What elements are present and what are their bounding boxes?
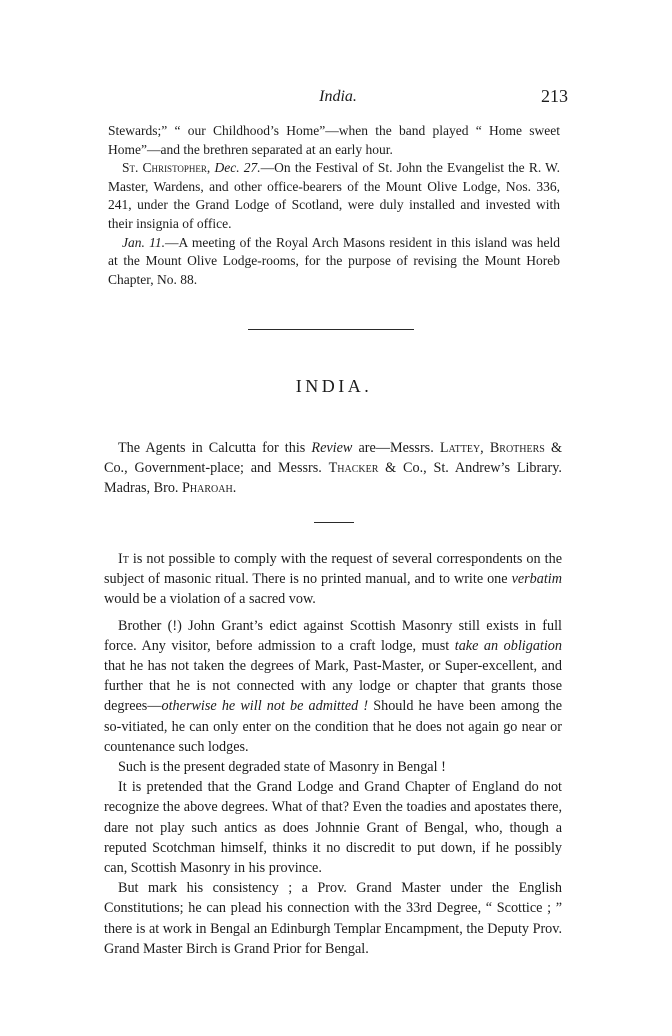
paragraph-agents — [104, 438, 562, 499]
paragraph-st-christopher — [108, 159, 560, 233]
agents-text-1: The Agents in Calcutta for this — [118, 440, 312, 456]
date-jan-11: Jan. 11. — [122, 234, 166, 250]
page-number: 213 — [541, 86, 568, 106]
firm-lattey: Lattey, Brothers — [439, 440, 545, 456]
place-name: St. Christopher, — [122, 160, 211, 176]
otherwise-phrase: otherwise he will not be admitted ! — [161, 698, 369, 715]
short-divider-rule — [314, 522, 354, 523]
paragraph-text: —On the Festival of St. John the Evangelist the R. W. Master, Wardens, and other office-bearers of the Mount Olive Lodge, Nos. 336, 241, under the Grand Lodge of Scotland, were duly installed and invested with their insignia of office. — [108, 160, 561, 231]
bro-pharoah: Pharoah. — [182, 480, 237, 497]
paragraph-grant-edict — [104, 616, 562, 757]
section-heading: INDIA. — [295, 376, 373, 396]
section-divider-rule — [248, 329, 414, 330]
grant-text-3: Should he have been among the so-vitiated, he can only enter on the condition that he does not again go near or countenance such lodges. — [104, 698, 562, 755]
running-title: India. — [319, 88, 357, 105]
lead-word: It — [118, 551, 129, 567]
agents-text-4: & Co., St. Andrew’s Library. Madras, Bro. — [104, 460, 562, 497]
india-section-body — [104, 549, 562, 959]
review-title: Review — [311, 440, 353, 456]
paragraph-degraded-state: Such is the present degraded state of Masonry in Bengal ! — [118, 759, 446, 776]
paragraph-stewards: Stewards;” “ our Childhood’s Home”—when the band played “ Home sweet Home”—and the brethren separated at an early hour. — [108, 123, 560, 157]
ritual-text-2: would be a violation of a sacred vow. — [104, 591, 316, 608]
ritual-text-1: is not possible to comply with the request of several correspondents on the subject of masonic ritual. There is no printed manual, and to write one — [104, 551, 562, 588]
paragraph-text: —A meeting of the Royal Arch Masons resident in this island was held at the Mount Olive Lodge-rooms, for the purpose of revising the Mount Horeb Chapter, No. 88. — [108, 234, 560, 287]
firm-thacker: Thacker — [328, 460, 379, 477]
agents-text-2: are—Messrs. — [352, 440, 440, 456]
paragraph-ritual — [104, 549, 562, 610]
previous-section-text — [108, 122, 560, 289]
paragraph-pretended: It is pretended that the Grand Lodge and Grand Chapter of England do not recognize the above degrees. What of that? Even the toadies and apostates there, dare not play such antics as does Johnnie Grant of Bengal, who, though a reputed Scotchman himself, thinks it no discredit to put down, if he possibly can, Scottish Masonry in his province. — [104, 779, 562, 877]
agents-text-3: & Co., Government-place; and Messrs. — [104, 440, 562, 477]
grant-text-1: Brother (!) John Grant’s edict against Scottish Masonry still exists in full force. Any visitor, before admission to a craft lodge, must — [104, 617, 562, 654]
running-head — [108, 88, 568, 112]
agents-notice — [104, 438, 562, 499]
verbatim-word: verbatim — [511, 571, 562, 588]
obligation-phrase: take an obligation — [454, 637, 562, 654]
paragraph-consistency: But mark his consistency ; a Prov. Grand Master under the English Constitutions; he can plead his connection with the 33rd Degree, “ Scottice ; ” there is at work in Bengal an Edinburgh Templar Encampment, the Deputy Prov. Grand Master Birch is Grand Prior for Bengal. — [104, 880, 562, 957]
paragraph-jan-11 — [108, 234, 560, 290]
grant-text-2: that he has not taken the degrees of Mark, Past-Master, or Super-excellent, and further that he is not connected with any lodge or chapter that grants those degrees— — [104, 658, 562, 715]
date-dec-27: Dec. 27. — [214, 160, 261, 176]
